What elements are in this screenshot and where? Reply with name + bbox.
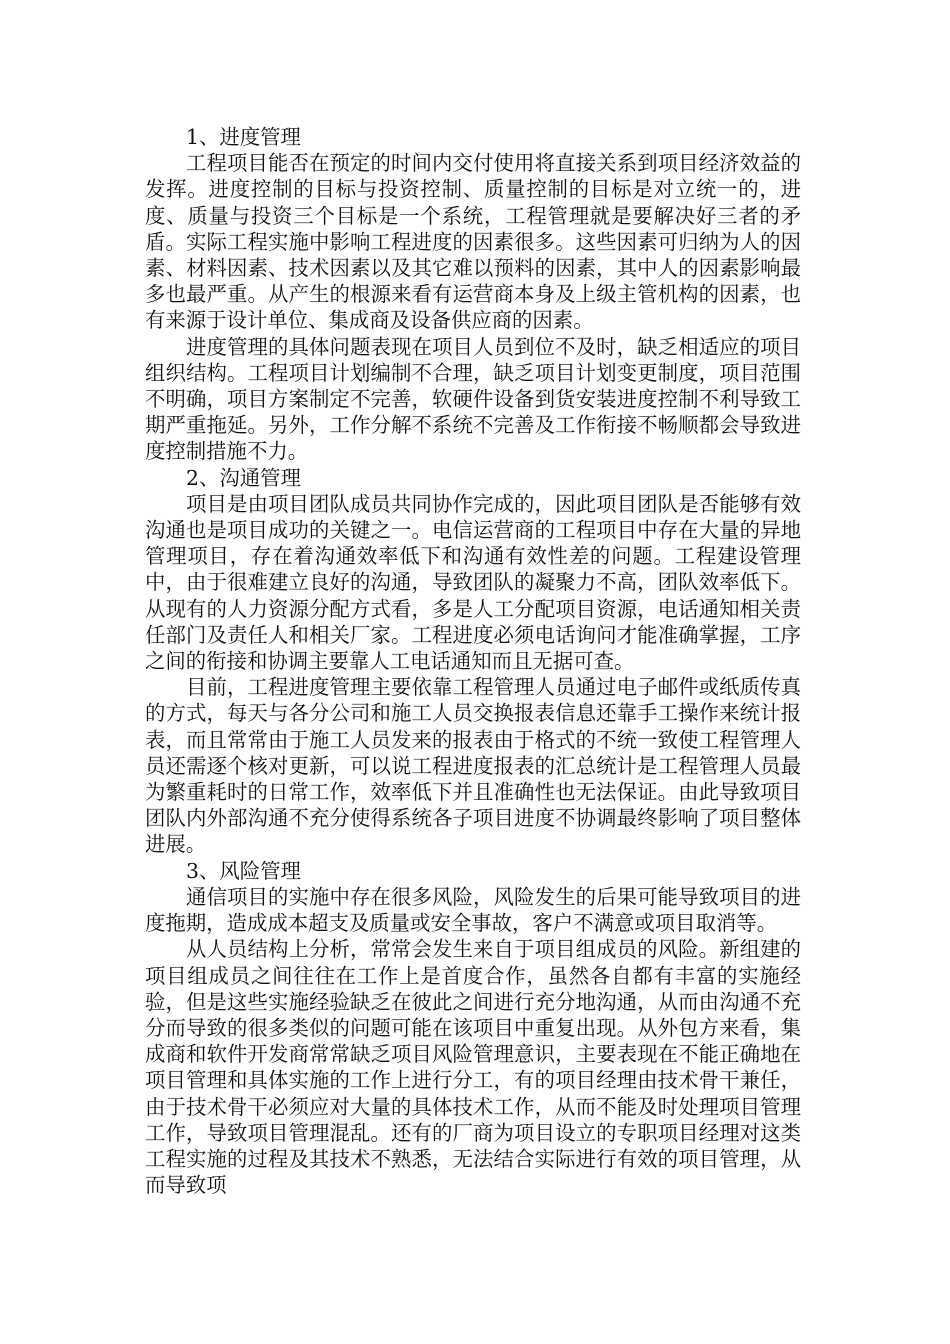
document-body bbox=[145, 124, 801, 1198]
section-heading-risk: 3、风险管理 bbox=[186, 858, 301, 883]
body-paragraph: 进度管理的具体问题表现在项目人员到位不及时，缺乏相适应的项目组织结构。工程项目计划编制不合理，缺乏项目计划变更制度，项目范围不明确，项目方案制定不完善，软硬件设备到货安装进度控制不利导致工期严重拖延。另外，工作分解不系统不完善及工作衔接不畅顺都会导致进度控制措施不力。 bbox=[145, 334, 801, 464]
body-paragraph: 工程项目能否在预定的时间内交付使用将直接关系到项目经济效益的发挥。进度控制的目标与投资控制、质量控制的目标是对立统一的，进度、质量与投资三个目标是一个系统，工程管理就是要解决好三者的矛盾。实际工程实施中影响工程进度的因素很多。这些因素可归纳为人的因素、材料因素、技术因素以及其它难以预料的因素，其中人的因素影响最多也最严重。从产生的根源来看有运营商本身及上级主管机构的因素，也有来源于设计单位、集成商及设备供应商的因素。 bbox=[145, 151, 801, 333]
body-paragraph: 通信项目的实施中存在很多风险，风险发生的后果可能导致项目的进度拖期，造成成本超支及质量或安全事故，客户不满意或项目取消等。 bbox=[145, 884, 801, 936]
body-paragraph: 从人员结构上分析，常常会发生来自于项目组成员的风险。新组建的项目组成员之间往往在工作上是首度合作，虽然各自都有丰富的实施经验，但是这些实施经验缺乏在彼此之间进行充分地沟通，从而由沟通不充分而导致的很多类似的问题可能在该项目中重复出现。从外包方来看，集成商和软件开发商常常缺乏项目风险管理意识，主要表现在不能正确地在项目管理和具体实施的工作上进行分工，有的项目经理由技术骨干兼任，由于技术骨干必须应对大量的具体技术工作，从而不能及时处理项目管理工作，导致项目管理混乱。还有的厂商为项目设立的专职项目经理对这类工程实施的过程及其技术不熟悉，无法结合实际进行有效的项目管理，从而导致项 bbox=[145, 937, 801, 1198]
body-paragraph: 目前，工程进度管理主要依靠工程管理人员通过电子邮件或纸质传真的方式，每天与各分公司和施工人员交换报表信息还靠手工操作来统计报表，而且常常由于施工人员发来的报表由于格式的不统一致使工程管理人员还需逐个核对更新，可以说工程进度报表的汇总统计是工程管理人员最为繁重耗时的日常工作，效率低下并且准确性也无法保证。由此导致项目团队内外部沟通不充分使得系统各子项目进度不协调最终影响了项目整体进展。 bbox=[145, 675, 801, 857]
section-heading-schedule: 1、进度管理 bbox=[186, 125, 301, 149]
section-heading-communication: 2、沟通管理 bbox=[186, 465, 301, 490]
body-paragraph: 项目是由项目团队成员共同协作完成的，因此项目团队是否能够有效沟通也是项目成功的关键之一。电信运营商的工程项目中存在大量的异地管理项目，存在着沟通效率低下和沟通有效性差的问题。工程建设管理中，由于很难建立良好的沟通，导致团队的凝聚力不高，团队效率低下。从现有的人力资源分配方式看，多是人工分配项目资源，电话通知相关责任部门及责任人和相关厂家。工程进度必须电话询问才能准确掌握，工序之间的衔接和协调主要靠人工电话通知而且无据可查。 bbox=[145, 491, 801, 674]
